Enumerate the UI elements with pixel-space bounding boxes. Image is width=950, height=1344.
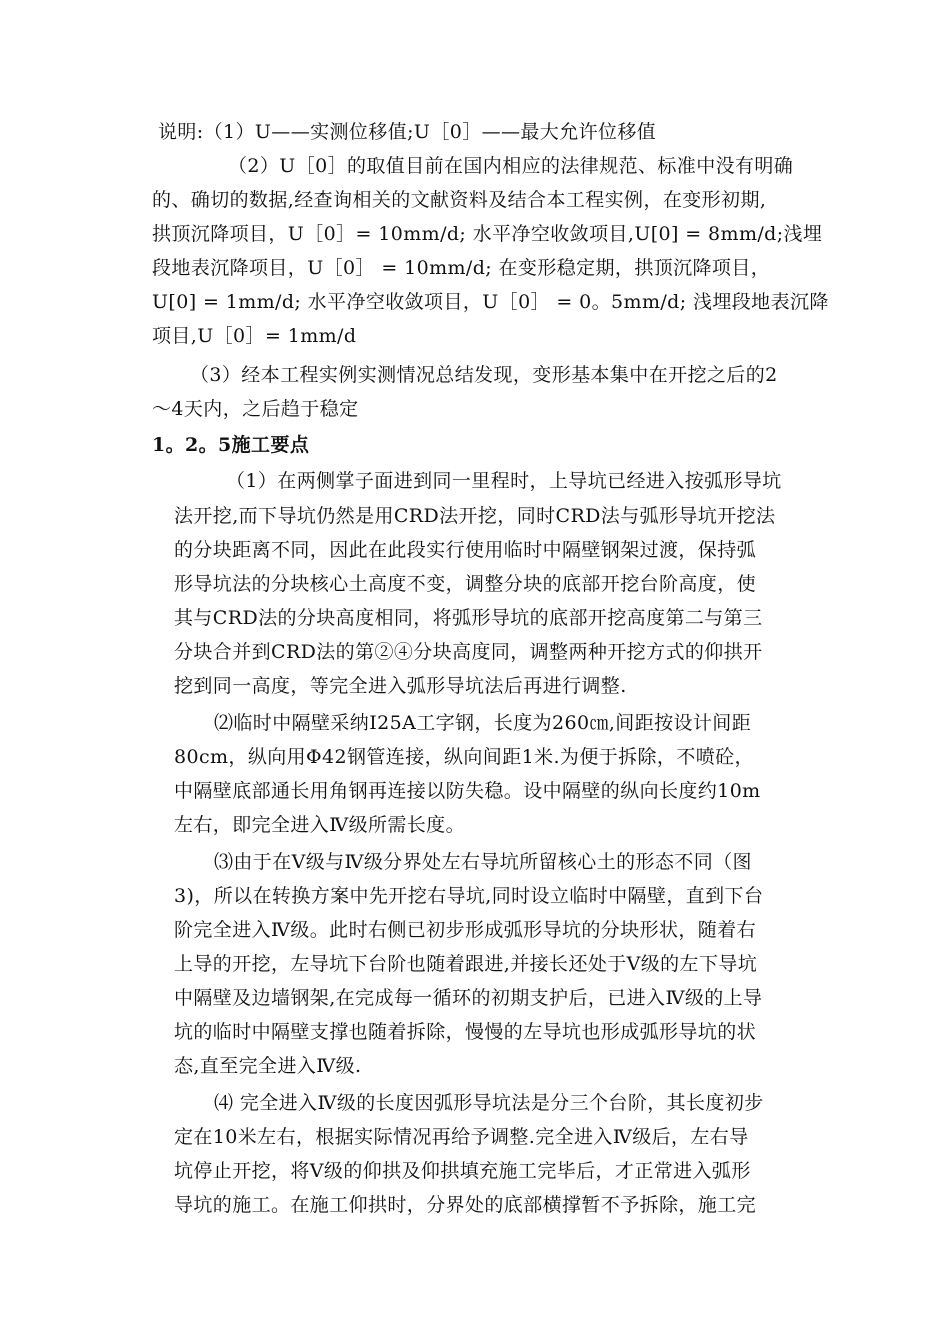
body-line: 法开挖,而下导坑仍然是用CRD法开挖，同时CRD法与弧形导坑开挖法 (174, 505, 776, 527)
body-line: 态,直至完全进入Ⅳ级. (174, 1055, 362, 1077)
note-line: U[0] = 1mm/d; 水平净空收敛项目，U［0］ = 0。5mm/d; 浅埋段地表沉降 (152, 291, 829, 313)
note-line: 段地表沉降项目，U［0］ = 10mm/d; 在变形稳定期，拱顶沉降项目， (152, 257, 771, 279)
body-line: 挖到同一高度，等完全进入弧形导坑法后再进行调整. (174, 675, 627, 697)
body-line: 导坑的施工。在施工仰拱时，分界处的底部横撑暂不予拆除，施工完 (174, 1194, 757, 1216)
body-line: 其与CRD法的分块高度相同，将弧形导坑的底部开挖高度第二与第三 (174, 607, 763, 629)
note-line: 说明:（1）U——实测位移值;U［0］——最大允许位移值 (158, 121, 657, 143)
note-line: 拱顶沉降项目，U［0］= 10mm/d; 水平净空收敛项目,U[0] = 8mm/d;浅埋 (152, 223, 823, 245)
body-line: 分块合并到CRD法的第②④分块高度同，调整两种开挖方式的仰拱开 (174, 641, 763, 663)
body-line: 坑的临时中隔壁支撑也随着拆除，慢慢的左导坑也形成弧形导坑的状 (174, 1021, 757, 1043)
body-line: 的分块距离不同，因此在此段实行使用临时中隔壁钢架过渡，保持弧 (174, 539, 757, 561)
body-line: （1）在两侧掌子面进到同一里程时，上导坑已经进入按弧形导坑 (226, 470, 782, 492)
body-line: 中隔壁底部通长用角钢再连接以防失稳。设中隔壁的纵向长度约10m (174, 780, 761, 802)
body-line: 3)，所以在转换方案中先开挖右导坑,同时设立临时中隔壁，直到下台 (174, 885, 764, 907)
body-line: ⑶由于在Ⅴ级与Ⅳ级分界处左右导坑所留核心土的形态不同（图 (214, 851, 752, 873)
note-line: （2）U［0］的取值目前在国内相应的法律规范、标准中没有明确 (228, 155, 794, 177)
section-heading: 1。2。5施工要点 (152, 434, 310, 456)
body-line: 左右，即完全进入Ⅳ级所需长度。 (174, 814, 465, 836)
body-line: 上导的开挖，左导坑下台阶也随着跟进,并接长还处于Ⅴ级的左下导坑 (174, 953, 758, 975)
body-line: 坑停止开挖，将Ⅴ级的仰拱及仰拱填充施工完毕后，才正常进入弧形 (174, 1160, 751, 1182)
note-line: （3）经本工程实例实测情况总结发现，变形基本集中在开挖之后的2 (190, 364, 778, 386)
body-line: ⑵临时中隔壁采纳Ⅰ25A工字钢，长度为260㎝,间距按设计间距 (214, 712, 752, 734)
body-line: 定在10米左右，根据实际情况再给予调整.完全进入Ⅳ级后，左右导 (174, 1126, 749, 1148)
body-line: ⑷ 完全进入Ⅳ级的长度因弧形导坑法是分三个台阶，其长度初步 (214, 1092, 764, 1114)
note-line: 的、确切的数据,经查询相关的文献资料及结合本工程实例，在变形初期, (152, 189, 767, 211)
note-line: ～4天内，之后趋于稳定 (152, 398, 359, 420)
body-line: 80cm，纵向用Φ42钢管连接，纵向间距1米.为便于拆除，不喷砼， (174, 746, 754, 768)
note-line: 项目,U［0］= 1mm/d (152, 325, 357, 347)
body-line: 形导坑法的分块核心土高度不变，调整分块的底部开挖台阶高度，使 (174, 573, 757, 595)
body-line: 中隔壁及边墙钢架,在完成每一循环的初期支护后，已进入Ⅳ级的上导 (174, 987, 763, 1009)
body-line: 阶完全进入Ⅳ级。此时右侧已初步形成弧形导坑的分块形状，随着右 (174, 919, 756, 941)
